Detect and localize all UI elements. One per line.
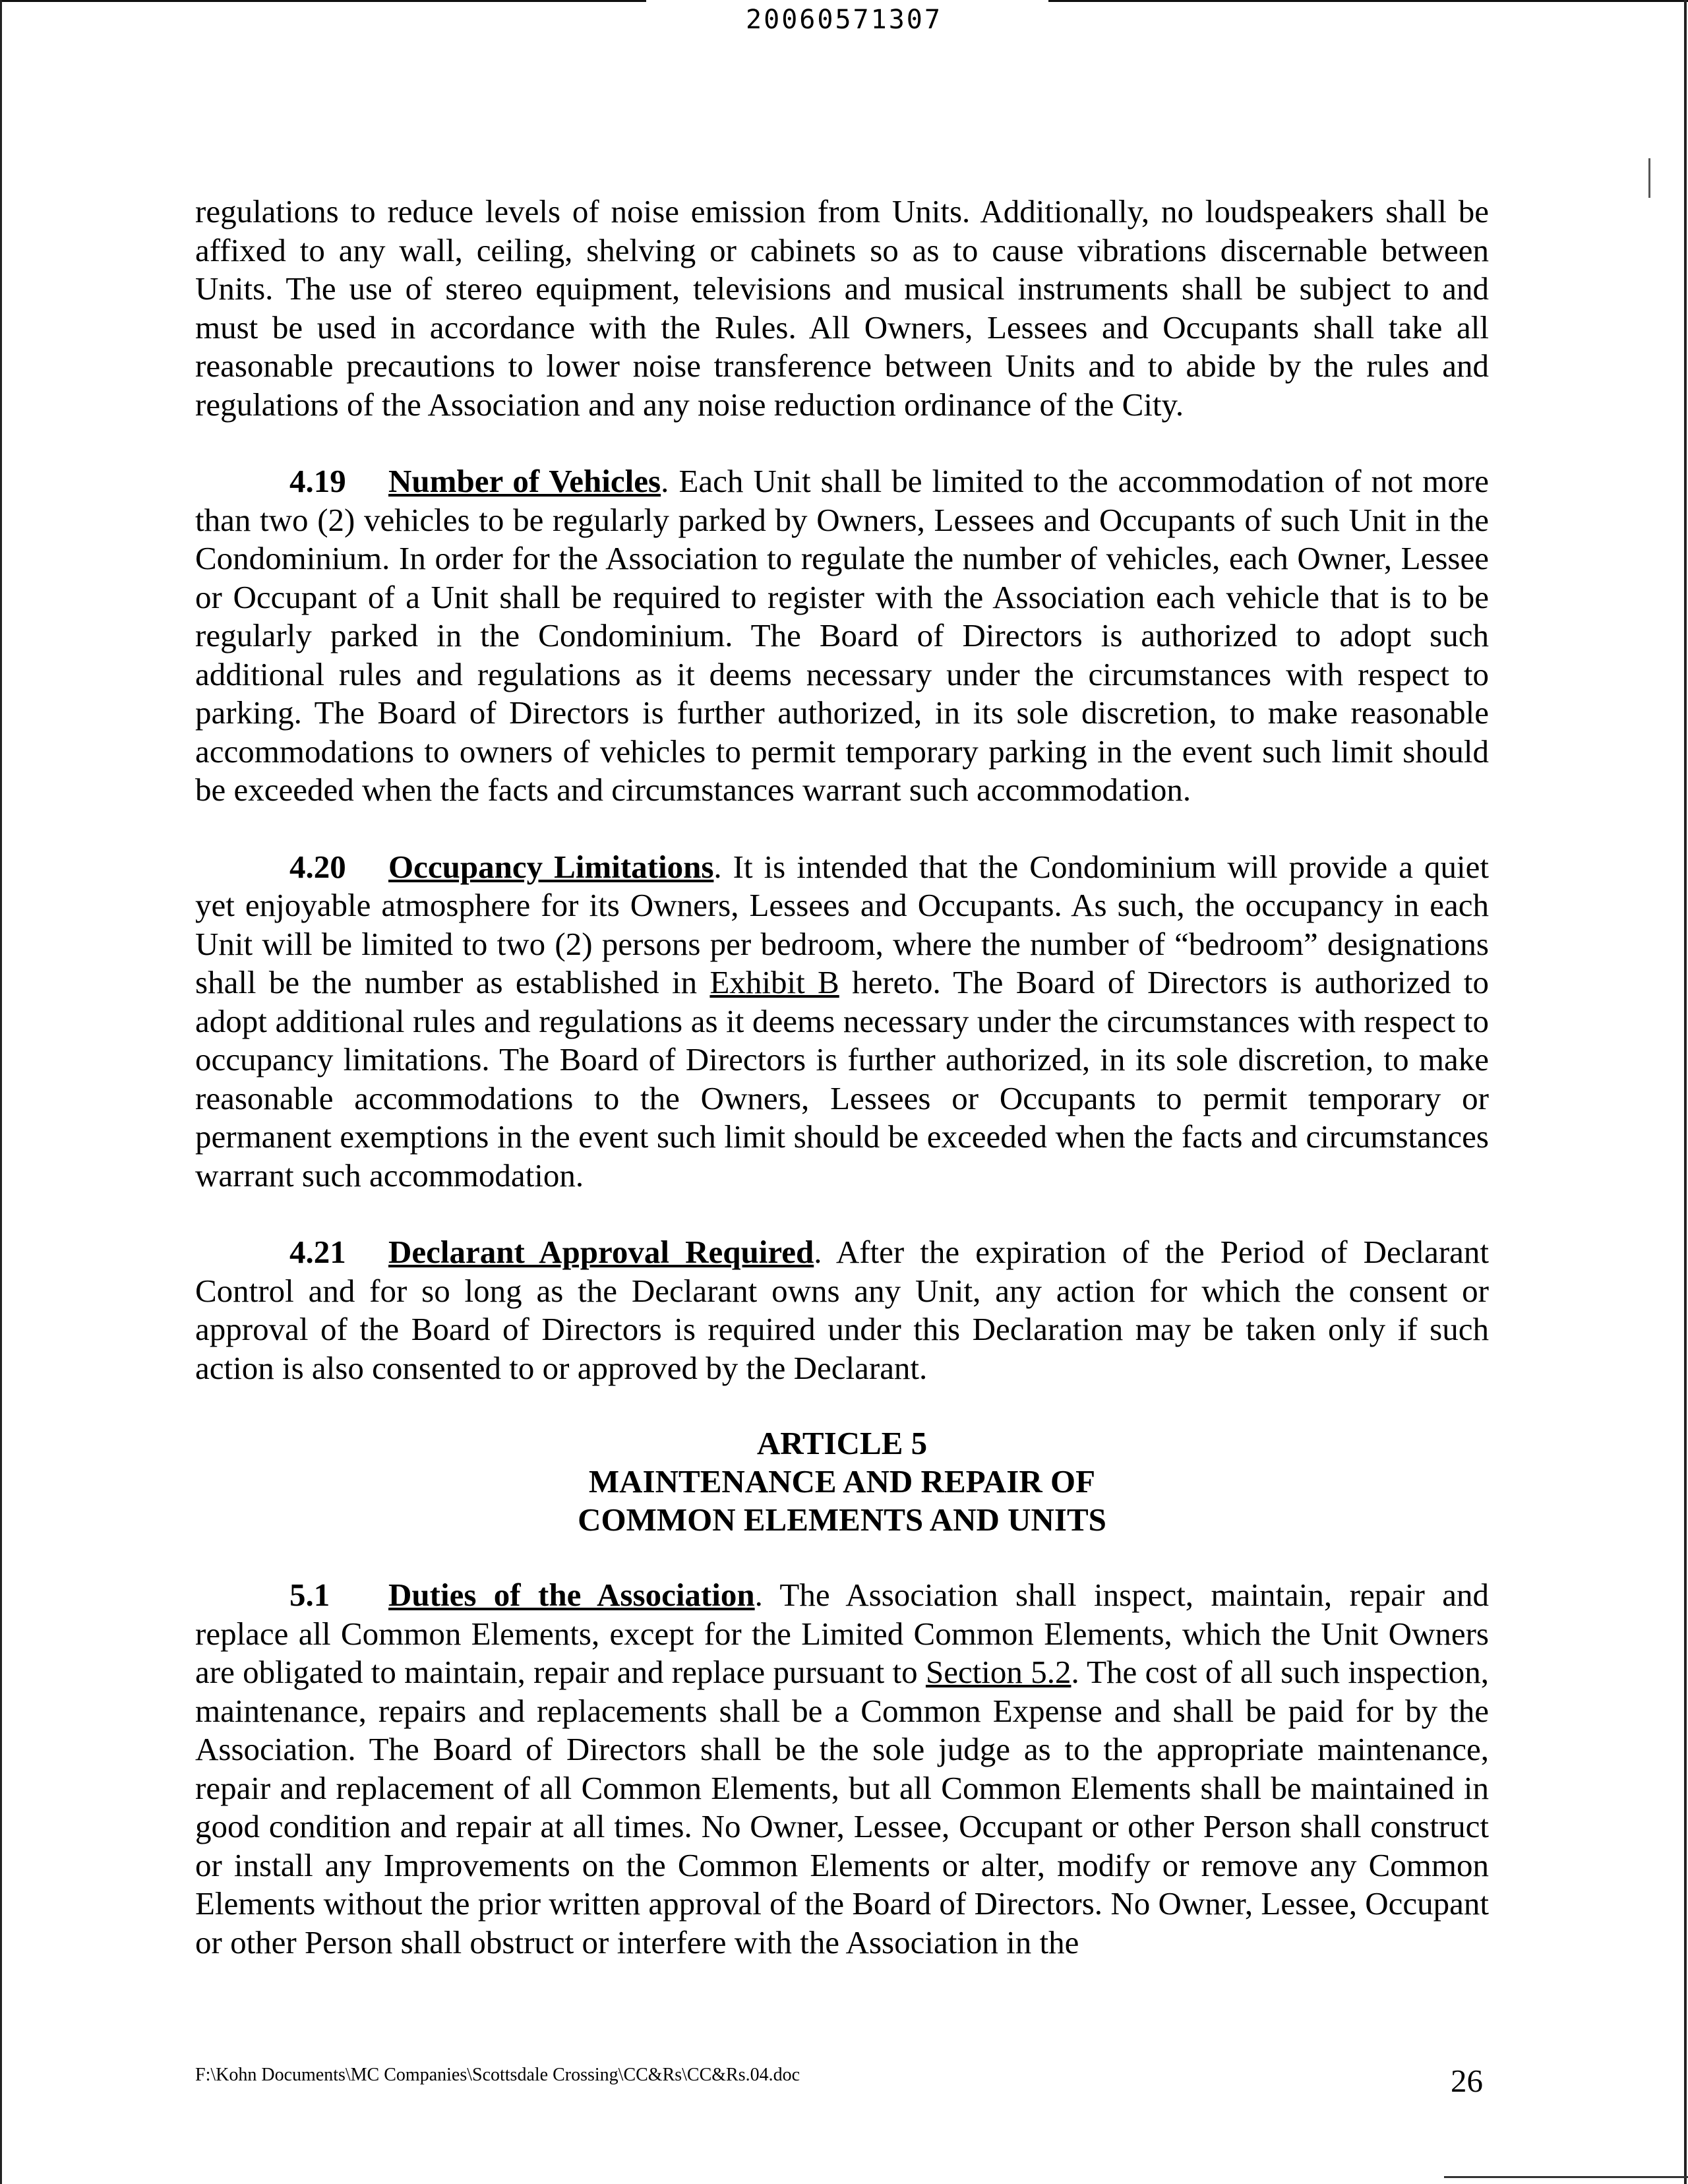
footer-file-path: F:\Kohn Documents\MC Companies\Scottsdale Crossing\CC&Rs\CC&Rs.04.doc [195,2065,800,2085]
article-title-line-2: COMMON ELEMENTS AND UNITS [578,1502,1106,1538]
section-number: 4.21 [289,1234,346,1270]
section-text-continued: . The cost of all such inspection, maintenance, repairs and replacements shall be a Common Expense and shall be paid for by the Association. The Board of Directors shall be the sole judge as to the appropriate maintenance, repair and replacement of all Common Elements, but all Common Elements shall be maintained in good condition and repair at all times. No Owner, Lessee, Occupant or other Person shall construct or install any Improvements on the Common Elements or alter, modify or remove any Common Elements without the prior written approval of the Board of Directors. No Owner, Lessee, Occupant or other Person shall obstruct or interfere with the Association in the [195,1654,1489,1960]
exhibit-reference: Exhibit B [709,964,839,1000]
section-text: . Each Unit shall be limited to the accommodation of not more than two (2) vehicles to be regularly parked by Owners, Lessees and Occupants of such Unit in the Condominium. In order for the Association to regulate the number of vehicles, each Owner, Lessee or Occupant of a Unit shall be required to register with the Association each vehicle that is to be regularly parked in the Condominium. The Board of Directors is authorized to adopt such additional rules and regulations as it deems necessary under the circumstances with respect to parking. The Board of Directors is further authorized, in its sole discretion, to make reasonable accommodations to owners of vehicles to permit temporary parking in the event such limit should be exceeded when the facts and circumstances warrant such accommodation. [195,463,1489,808]
section-text: . After the expiration of the Period of Declarant Control and for so long as the Declarant owns any Unit, any action for which the consent or approval of the Board of Directors is required under this Declaration may be taken only if such action is also consented to or approved by the Declarant. [195,1234,1489,1386]
section-title: Duties of the Association [388,1577,755,1613]
section-text-continued: hereto. The Board of Directors is authorized to adopt additional rules and regulations as it deems necessary under the circumstances with respect to occupancy limitations. The Board of Directors is further authorized, in its sole discretion, to make reasonable accommodations to the Owners, Lessees or Occupants to permit temporary or permanent exemptions in the event such limit should be exceeded when the facts and circumstances warrant such accommodation. [195,964,1489,1194]
section-reference: Section 5.2 [925,1654,1071,1690]
article-number: ARTICLE 5 [756,1425,928,1461]
section-text: . The Association shall inspect, maintain, repair and replace all Common Elements, except for the Limited Common Elements, which the Unit Owners are obligated to maintain, repair and replace pursuant to [195,1577,1489,1690]
section-4-19 [195,462,1489,810]
scan-border-top-right [1048,0,1688,2]
section-4-20 [195,848,1489,1196]
section-title: Number of Vehicles [388,463,661,499]
section-title: Declarant Approval Required [388,1234,814,1270]
section-number: 4.20 [289,848,346,885]
section-5-1 [195,1576,1489,1962]
article-title-line-1: MAINTENANCE AND REPAIR OF [588,1463,1096,1500]
paragraph-noise: regulations to reduce levels of noise emission from Units. Additionally, no loudspeakers shall be affixed to any wall, ceiling, shelving or cabinets so as to cause vibrations discernable between Units. The use of stereo equipment, televisions and musical instruments shall be subject to and must be used in accordance with the Rules. All Owners, Lessees and Occupants shall take all reasonable precautions to lower noise transference between Units and to abide by the rules and regulations of the Association and any noise reduction ordinance of the City. [195,193,1489,423]
section-title: Occupancy Limitations [388,848,714,885]
scan-artifact [1648,158,1650,198]
article-heading [195,1424,1489,1539]
section-text: . It is intended that the Condominium will provide a quiet yet enjoyable atmosphere for its Owners, Lessees and Occupants. As such, the occupancy in each Unit will be limited to two (2) persons per bedroom, where the number of “bedroom” designations shall be the number as established in [195,848,1489,1000]
section-4-21 [195,1233,1489,1387]
recording-number: 20060571307 [746,5,942,35]
section-number: 4.19 [289,463,346,499]
document-body [195,193,1489,2000]
scan-border-left [0,0,2,2184]
page-number: 26 [1451,2063,1483,2099]
scan-border-top-left [0,0,646,2]
section-number: 5.1 [289,1577,330,1613]
scan-border-bottom-right [1444,2176,1688,2178]
scan-border-right [1684,0,1687,2184]
